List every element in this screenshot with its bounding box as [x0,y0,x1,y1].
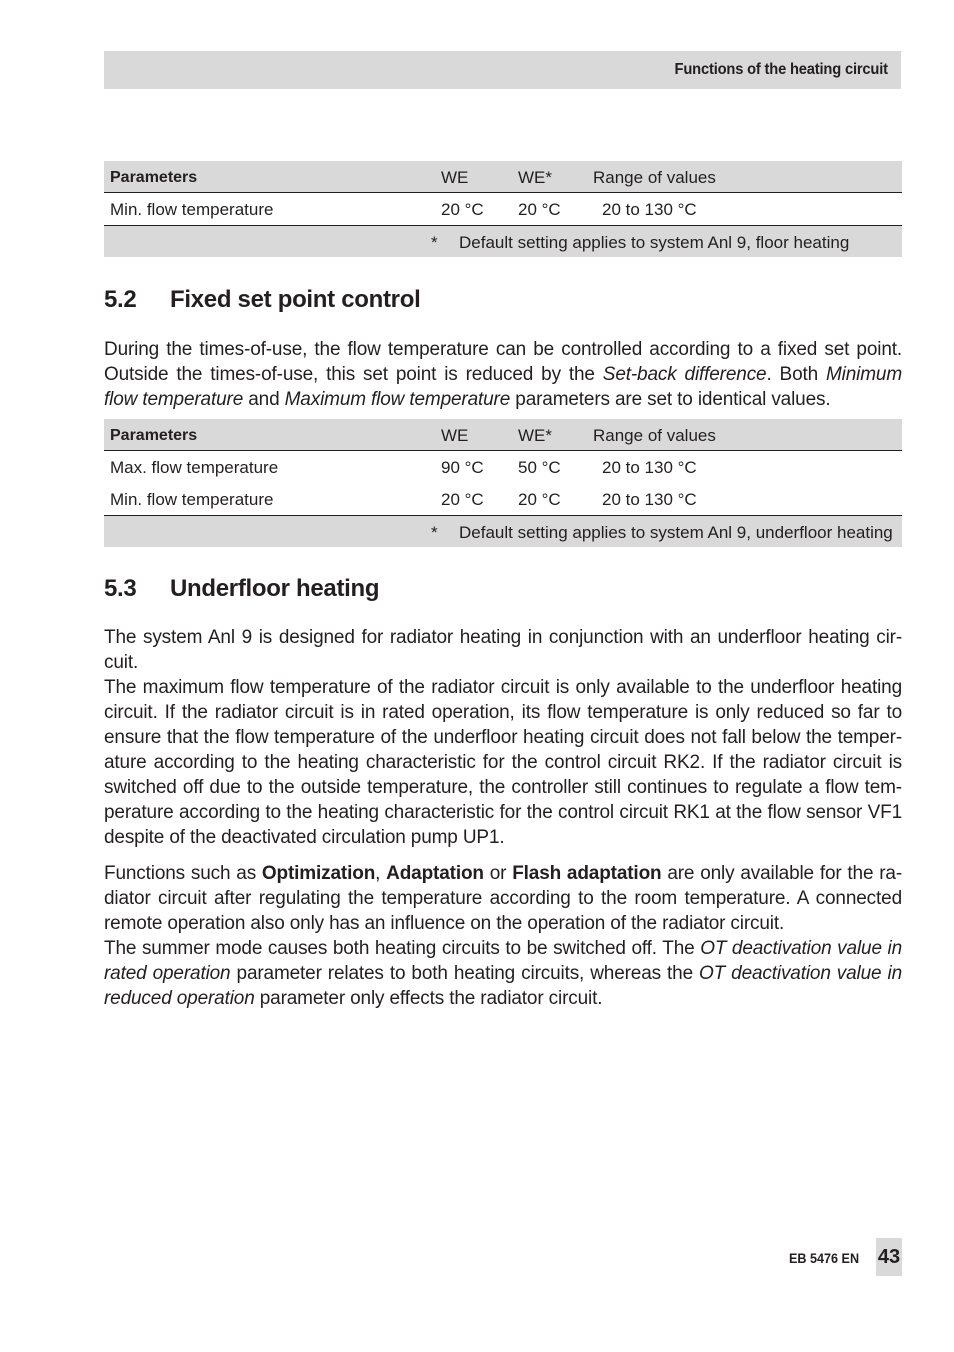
section-number: 5.3 [104,575,137,602]
header-parameters: Parameters [110,427,198,444]
paragraph: The system Anl 9 is designed for radiator heating in conjunction with an underfloor heating cir-cuit. [104,627,902,673]
header-range: Range of values [593,168,716,187]
table-row [104,483,902,515]
text-run: parameters are set to identical values. [510,389,831,410]
section-number: 5.2 [104,286,137,313]
text-run: , [375,863,387,884]
document-code: EB 5476 EN [789,1250,860,1266]
table-header-row [104,161,902,193]
text-run: The summer mode causes both heating circuits to be switched off. The [104,938,701,959]
table-header-row [104,419,902,451]
footnote-marker: * [431,233,438,252]
header-we: WE [441,426,469,445]
table-footnote-row [104,225,902,257]
section-5-3-heading [104,575,379,603]
header-we: WE [441,168,469,187]
paragraph [104,936,902,1011]
param-we: 20 °C [441,490,484,509]
italic-term: OT deactivation value in rated operation [104,938,902,984]
header-we-star: WE* [518,426,552,445]
text-run: parameter relates to both heating circuits, whereas the [230,963,700,984]
param-name: Min. flow temperature [110,200,274,219]
text-run: parameter only effects the radiator circuit. [254,988,603,1009]
running-header-title: Functions of the heating circuit [674,61,888,78]
table-row [104,451,902,483]
italic-term: Set-back difference [602,364,767,385]
param-we-star: 20 °C [518,200,561,219]
param-range: 20 to 130 °C [602,490,697,509]
paragraph: The maximum flow temperature of the radiator circuit is only available to the underfloor heating circuit. If the radiator circuit is in rated operation, its flow temperature is only reduced so far to ensure that the flow temperature of the underfloor heating circuit does not fall below the temper-ature according to the heating characteristic for the control circuit RK2. If the radiator circuit is switched off due to the outside temperature, the controller still continues to regulate a flow tem-perature according to the heating characteristic for the control circuit RK1 at the flow sensor VF1 despite of the deactivated circulation pump UP1. [104,677,902,848]
italic-term: Maximum flow temperature [284,389,511,410]
table-footnote-row [104,515,902,547]
text-run: During the times-of-use, the flow temperature can be controlled according to a fixed set point. Outside the times-of-use, this set point is reduced by the [104,339,902,385]
bold-term: Optimization [261,863,376,884]
page-number: 43 [876,1238,902,1276]
text-run: Functions such as [104,863,262,884]
section-5-2-body [104,337,902,412]
footnote-text: Default setting applies to system Anl 9, underfloor heating [459,523,893,542]
text-run: and [243,389,285,410]
italic-term: OT deactivation value in reduced operation [104,963,902,1009]
parameters-table-flow-temps [104,419,902,547]
section-title: Underfloor heating [170,575,380,602]
footnote-marker: * [431,523,438,542]
text-run: or [483,863,513,884]
param-range: 20 to 130 °C [602,458,697,477]
param-we-star: 20 °C [518,490,561,509]
section-5-3-body [104,625,902,1011]
footnote-text: Default setting applies to system Anl 9, floor heating [459,233,850,252]
param-range: 20 to 130 °C [602,200,697,219]
param-we: 20 °C [441,200,484,219]
text-run: . Both [766,364,826,385]
header-we-star: WE* [518,168,552,187]
paragraph [104,861,902,936]
param-name: Max. flow temperature [110,458,279,477]
text-run: are only available for the ra-diator circuit after regulating the temperature according to the room temperature. A connected remote operation also only has an influence on the operation of the radiator circuit. [104,863,902,934]
param-we: 90 °C [441,458,484,477]
bold-term: Flash adaptation [512,863,662,884]
page-header-bar [104,51,901,89]
section-title: Fixed set point control [170,286,421,313]
header-parameters: Parameters [110,169,198,186]
param-name: Min. flow temperature [110,490,274,509]
section-5-2-heading [104,286,420,314]
param-we-star: 50 °C [518,458,561,477]
paragraph [104,337,902,412]
header-range: Range of values [593,426,716,445]
italic-term: Minimum flow temperature [104,364,902,410]
bold-term: Adaptation [386,863,484,884]
table-row [104,193,902,225]
parameters-table-min-flow [104,161,902,257]
